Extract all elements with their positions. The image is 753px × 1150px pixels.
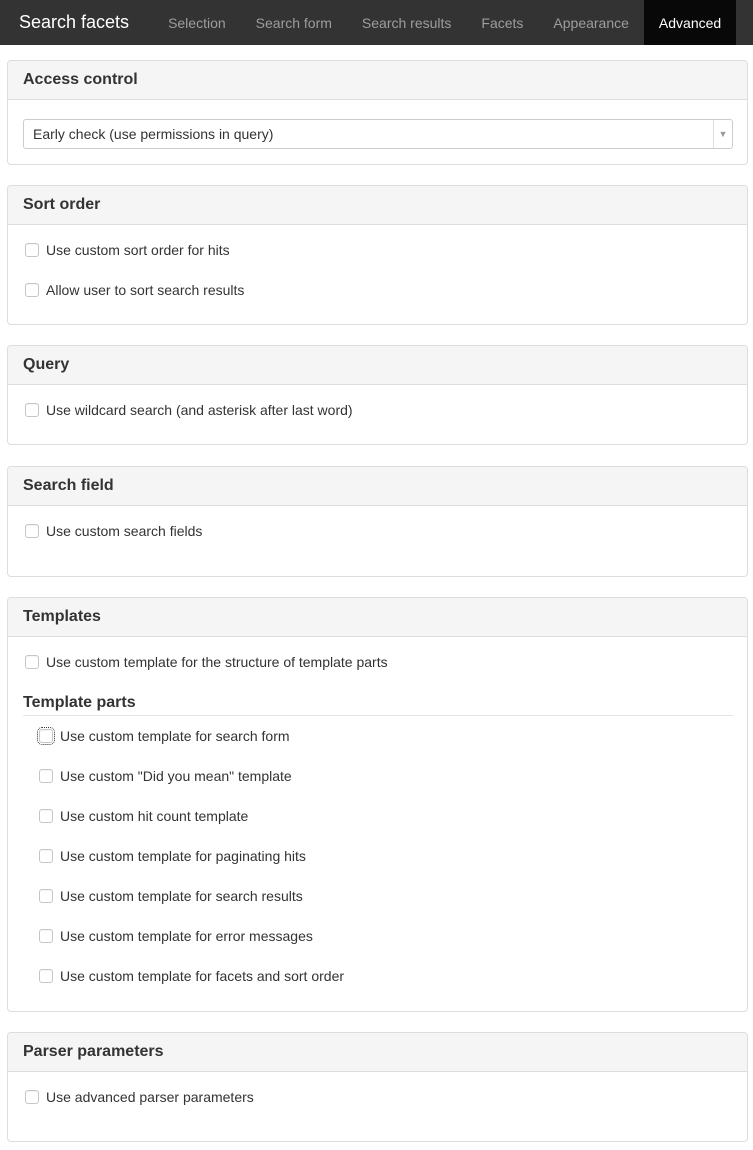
template-structure-checkbox[interactable] xyxy=(25,655,39,669)
template-part-facets-sort[interactable] xyxy=(39,966,344,986)
template-part-label: Use custom template for search results xyxy=(60,888,303,904)
tab-selection[interactable]: Selection xyxy=(168,14,226,31)
access-control-title: Access control xyxy=(8,61,747,100)
wildcard-label: Use wildcard search (and asterisk after last word) xyxy=(46,402,353,418)
custom-search-fields-checkbox[interactable] xyxy=(25,524,39,538)
navbar xyxy=(0,0,753,45)
template-part-search-results-checkbox[interactable] xyxy=(39,889,53,903)
tab-appearance[interactable]: Appearance xyxy=(553,14,629,31)
access-control-select[interactable] xyxy=(23,119,733,149)
template-part-paginating[interactable] xyxy=(39,846,306,866)
template-part-label: Use custom template for facets and sort order xyxy=(60,968,345,984)
tab-search-form[interactable]: Search form xyxy=(255,14,332,31)
custom-search-fields-option[interactable] xyxy=(25,521,202,541)
access-control-select-value: Early check (use permissions in query) xyxy=(33,126,274,142)
template-part-paginating-checkbox[interactable] xyxy=(39,849,53,863)
sort-order-user-option[interactable] xyxy=(25,280,244,300)
template-part-error-messages-checkbox[interactable] xyxy=(39,929,53,943)
tab-advanced[interactable]: Advanced xyxy=(644,0,736,45)
template-part-error-messages[interactable] xyxy=(39,926,313,946)
template-part-hit-count[interactable] xyxy=(39,806,248,826)
templates-panel xyxy=(7,597,748,1012)
sort-order-panel xyxy=(7,185,748,325)
sort-order-custom-checkbox[interactable] xyxy=(25,243,39,257)
query-title: Query xyxy=(8,346,747,385)
query-panel xyxy=(7,345,748,445)
template-part-label: Use custom template for search form xyxy=(60,728,290,744)
sort-order-custom-label: Use custom sort order for hits xyxy=(46,242,230,258)
templates-title: Templates xyxy=(8,598,747,637)
sort-order-custom-option[interactable] xyxy=(25,240,230,260)
tab-search-results[interactable]: Search results xyxy=(361,14,452,31)
template-part-did-you-mean-checkbox[interactable] xyxy=(39,769,53,783)
chevron-down-icon[interactable]: ▼ xyxy=(713,120,732,148)
template-parts-heading: Template parts xyxy=(23,694,733,716)
sort-order-title: Sort order xyxy=(8,186,747,225)
template-part-label: Use custom template for paginating hits xyxy=(60,848,306,864)
advanced-parser-option[interactable] xyxy=(25,1087,254,1107)
template-part-did-you-mean[interactable] xyxy=(39,766,292,786)
wildcard-checkbox[interactable] xyxy=(25,403,39,417)
advanced-parser-checkbox[interactable] xyxy=(25,1090,39,1104)
template-structure-label: Use custom template for the structure of template parts xyxy=(46,654,388,670)
parser-parameters-title: Parser parameters xyxy=(8,1033,747,1072)
sort-order-user-checkbox[interactable] xyxy=(25,283,39,297)
template-part-search-form-checkbox[interactable] xyxy=(39,729,53,743)
template-part-hit-count-checkbox[interactable] xyxy=(39,809,53,823)
parser-parameters-panel xyxy=(7,1032,748,1142)
template-part-facets-sort-checkbox[interactable] xyxy=(39,969,53,983)
custom-search-fields-label: Use custom search fields xyxy=(46,523,203,539)
template-part-search-results[interactable] xyxy=(39,886,303,906)
tab-facets[interactable]: Facets xyxy=(481,14,524,31)
access-control-panel xyxy=(7,60,748,165)
template-part-label: Use custom "Did you mean" template xyxy=(60,768,292,784)
navbar-brand[interactable]: Search facets xyxy=(19,12,130,32)
wildcard-option[interactable] xyxy=(25,400,353,420)
advanced-parser-label: Use advanced parser parameters xyxy=(46,1089,254,1105)
template-structure-option[interactable] xyxy=(25,652,388,672)
template-part-label: Use custom template for error messages xyxy=(60,928,313,944)
template-part-label: Use custom hit count template xyxy=(60,808,249,824)
search-field-title: Search field xyxy=(8,467,747,506)
search-field-panel xyxy=(7,466,748,577)
template-part-search-form[interactable] xyxy=(39,726,290,746)
sort-order-user-label: Allow user to sort search results xyxy=(46,282,245,298)
